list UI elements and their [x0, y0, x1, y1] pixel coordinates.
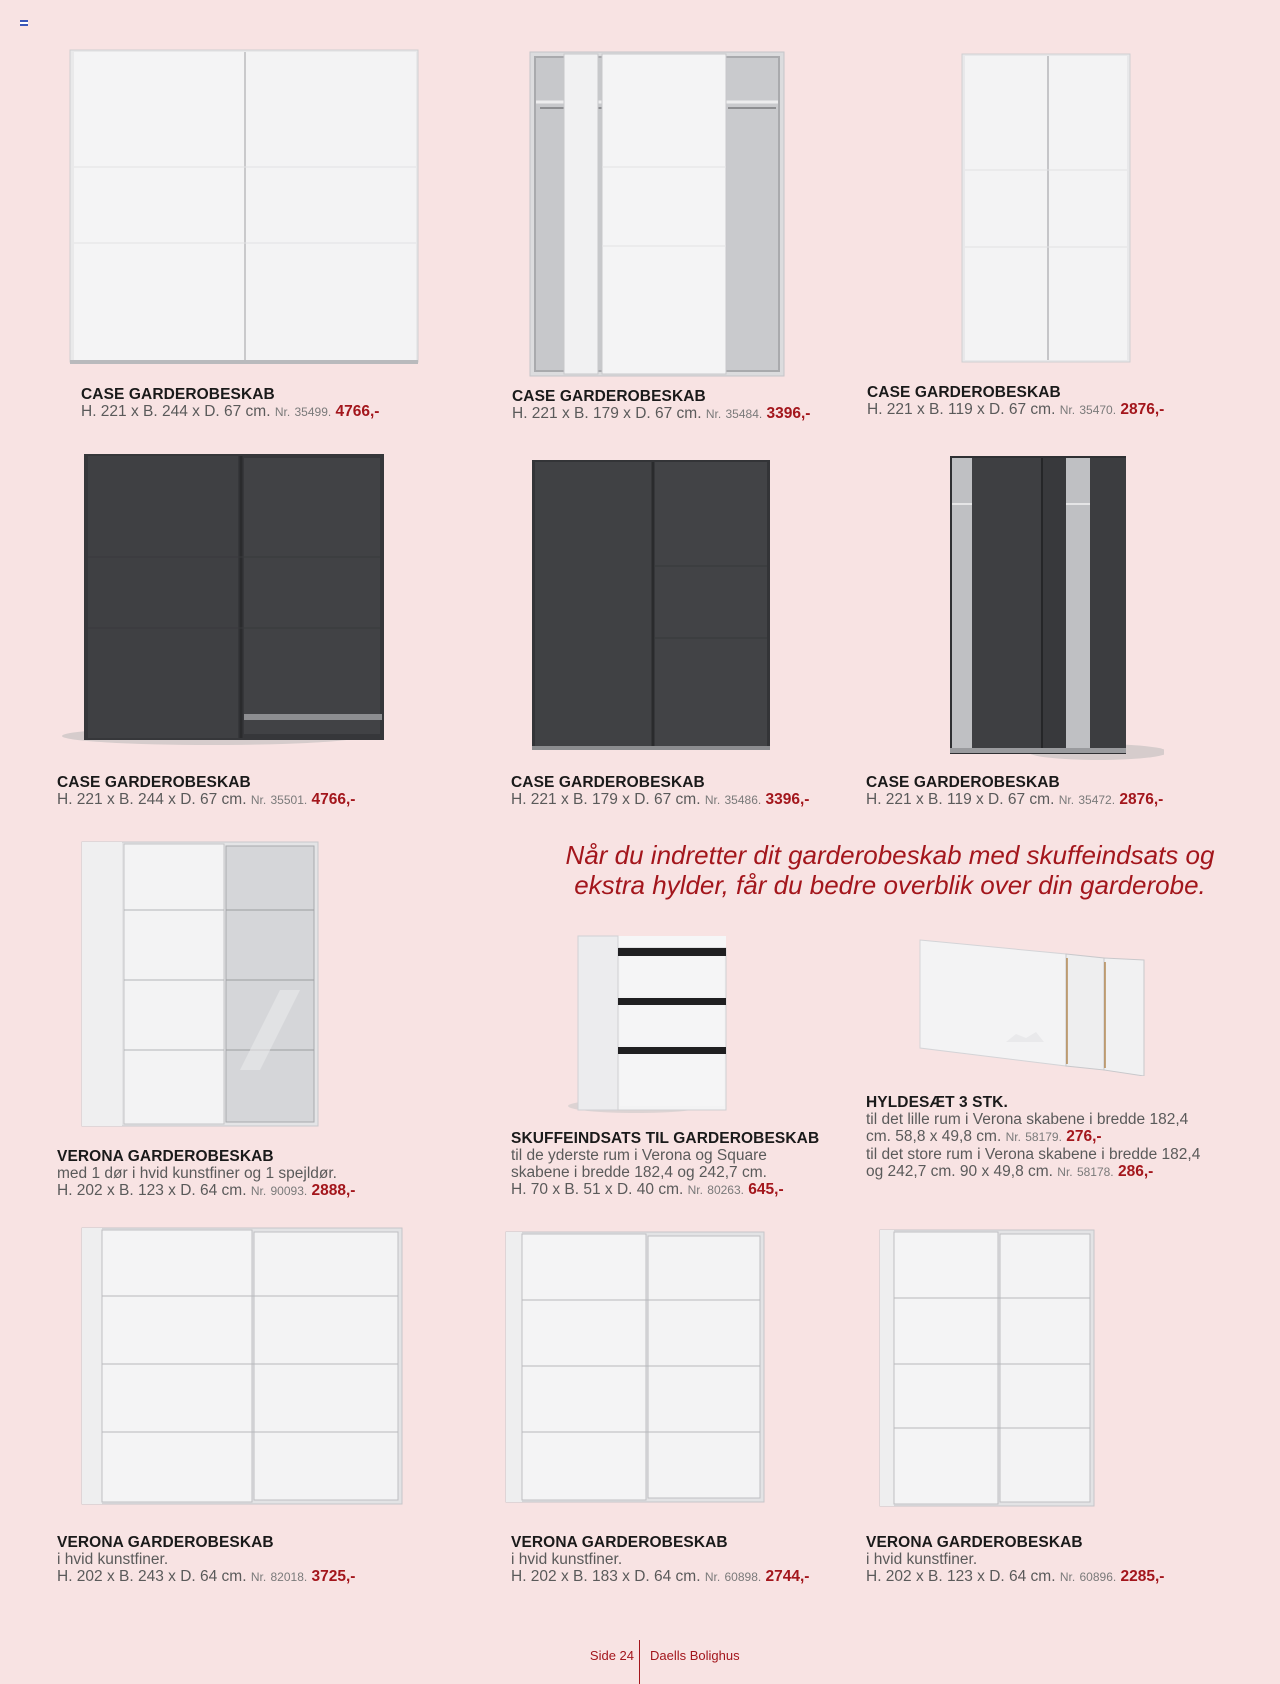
product-price: 2744,- — [765, 1568, 810, 1585]
product-price: 276,- — [1066, 1128, 1102, 1145]
product-dimensions: H. 221 x B. 119 x D. 67 cm. — [866, 791, 1055, 808]
product-image-case-white-119 — [960, 52, 1132, 366]
product-number-label: Nr. — [250, 1184, 267, 1198]
footer-divider — [639, 1640, 640, 1684]
product-price: 4766,- — [311, 791, 356, 808]
product-dimensions: H. 202 x B. 183 x D. 64 cm. — [511, 1568, 701, 1585]
product-caption — [511, 774, 809, 809]
product-caption — [57, 774, 355, 809]
product-image-case-white-179-open — [528, 50, 786, 380]
page-number: Side 24 — [589, 1648, 634, 1663]
product-number-label: Nr. — [274, 405, 291, 419]
product-description: skabene i bredde 182,4 og 242,7 cm. — [511, 1164, 767, 1181]
product-number-label: Nr. — [250, 1570, 267, 1584]
product-price: 3725,- — [311, 1568, 356, 1585]
product-image-case-dark-179 — [530, 458, 772, 754]
product-price: 2876,- — [1119, 791, 1164, 808]
product-number-label: Nr. — [705, 407, 722, 421]
product-number-label: Nr. — [1059, 1570, 1076, 1584]
product-title: CASE GARDEROBESKAB — [57, 774, 251, 791]
product-caption — [866, 1094, 1200, 1181]
tagline-line-1: Når du indretter dit garderobeskab med skuffeindsats og — [565, 840, 1215, 870]
product-dimensions: H. 221 x B. 179 x D. 67 cm. — [512, 405, 702, 422]
product-caption — [866, 1534, 1164, 1586]
product-caption — [866, 774, 1163, 809]
product-number: 35499. — [294, 405, 332, 419]
product-number: 58178. — [1076, 1165, 1114, 1179]
product-price: 645,- — [748, 1181, 784, 1198]
product-description: i hvid kunstfiner. — [511, 1551, 623, 1568]
product-caption — [511, 1534, 809, 1586]
product-image-verona-mirror — [80, 840, 320, 1130]
product-dimensions: H. 202 x B. 243 x D. 64 cm. — [57, 1568, 247, 1585]
product-image-verona-white-183 — [504, 1230, 766, 1506]
product-number: 35486. — [724, 793, 762, 807]
product-description: til det lille rum i Verona skabene i bredde 182,4 — [866, 1111, 1189, 1128]
product-dimensions: H. 70 x B. 51 x D. 40 cm. — [511, 1181, 684, 1198]
product-number-label: Nr. — [1058, 793, 1075, 807]
product-number-label: Nr. — [1005, 1130, 1021, 1144]
product-dimensions: H. 221 x B. 119 x D. 67 cm. — [867, 401, 1056, 418]
product-caption — [512, 388, 810, 423]
product-number-label: Nr. — [704, 1570, 721, 1584]
product-number: 35484. — [725, 407, 763, 421]
product-price: 2888,- — [311, 1182, 356, 1199]
product-dimensions: og 242,7 cm. 90 x 49,8 cm. — [866, 1163, 1053, 1180]
product-image-drawer-insert — [566, 934, 728, 1116]
product-description: i hvid kunstfiner. — [57, 1551, 169, 1568]
product-dimensions: H. 202 x B. 123 x D. 64 cm. — [866, 1568, 1056, 1585]
tagline-line-2: ekstra hylder, får du bedre overblik over din garderobe. — [574, 870, 1206, 900]
tagline — [510, 840, 1270, 900]
product-number: 90093. — [270, 1184, 308, 1198]
product-number-label: Nr. — [687, 1183, 703, 1197]
product-caption — [57, 1148, 355, 1200]
product-caption — [867, 384, 1164, 419]
product-title: CASE GARDEROBESKAB — [81, 386, 275, 403]
product-title: CASE GARDEROBESKAB — [511, 774, 705, 791]
product-title: CASE GARDEROBESKAB — [866, 774, 1060, 791]
product-price: 4766,- — [335, 403, 380, 420]
product-description: i hvid kunstfiner. — [866, 1551, 978, 1568]
product-price: 286,- — [1117, 1163, 1154, 1180]
product-image-shelf-set — [916, 938, 1148, 1076]
product-price: 2285,- — [1120, 1568, 1165, 1585]
product-image-case-white-244 — [68, 48, 420, 366]
product-number: 58179. — [1025, 1130, 1062, 1144]
product-dimensions: H. 202 x B. 123 x D. 64 cm. — [57, 1182, 247, 1199]
product-image-verona-white-123 — [878, 1228, 1096, 1510]
product-price: 3396,- — [766, 405, 811, 422]
product-number-label: Nr. — [250, 793, 267, 807]
product-title: SKUFFEINDSATS TIL GARDEROBESKAB — [511, 1130, 820, 1147]
product-number: 35472. — [1078, 793, 1116, 807]
product-description: med 1 dør i hvid kunstfiner og 1 spejldør. — [57, 1165, 337, 1182]
product-number-label: Nr. — [1059, 403, 1076, 417]
product-dimensions: H. 221 x B. 179 x D. 67 cm. — [511, 791, 701, 808]
product-title: CASE GARDEROBESKAB — [512, 388, 706, 405]
product-dimensions: H. 221 x B. 244 x D. 67 cm. — [81, 403, 271, 420]
product-number: 82018. — [270, 1570, 308, 1584]
product-description: til de yderste rum i Verona og Square — [511, 1147, 767, 1164]
product-number: 35470. — [1079, 403, 1117, 417]
product-number: 60896. — [1079, 1570, 1117, 1584]
product-image-case-dark-119-open — [948, 454, 1164, 766]
product-title: HYLDESÆT 3 STK. — [866, 1094, 1008, 1111]
product-title: VERONA GARDEROBESKAB — [57, 1148, 274, 1165]
product-number: 35501. — [270, 793, 308, 807]
product-dimensions: cm. 58,8 x 49,8 cm. — [866, 1128, 1002, 1145]
product-description: til det store rum i Verona skabene i bredde 182,4 — [866, 1146, 1201, 1163]
product-number-label: Nr. — [704, 793, 721, 807]
product-caption — [57, 1534, 355, 1586]
product-number: 80263. — [707, 1183, 744, 1197]
product-number: 60898. — [724, 1570, 762, 1584]
product-caption — [81, 386, 379, 421]
language-flag-icon[interactable] — [20, 20, 28, 26]
page-footer — [0, 1640, 1280, 1684]
product-number-label: Nr. — [1057, 1165, 1073, 1179]
product-price: 2876,- — [1120, 401, 1165, 418]
product-image-verona-white-243 — [80, 1226, 404, 1508]
product-title: CASE GARDEROBESKAB — [867, 384, 1061, 401]
product-image-case-dark-244 — [62, 452, 386, 748]
product-caption — [511, 1130, 819, 1199]
brand-name: Daells Bolighus — [650, 1648, 740, 1663]
product-title: VERONA GARDEROBESKAB — [866, 1534, 1083, 1551]
product-price: 3396,- — [765, 791, 810, 808]
product-dimensions: H. 221 x B. 244 x D. 67 cm. — [57, 791, 247, 808]
product-title: VERONA GARDEROBESKAB — [511, 1534, 728, 1551]
product-title: VERONA GARDEROBESKAB — [57, 1534, 274, 1551]
